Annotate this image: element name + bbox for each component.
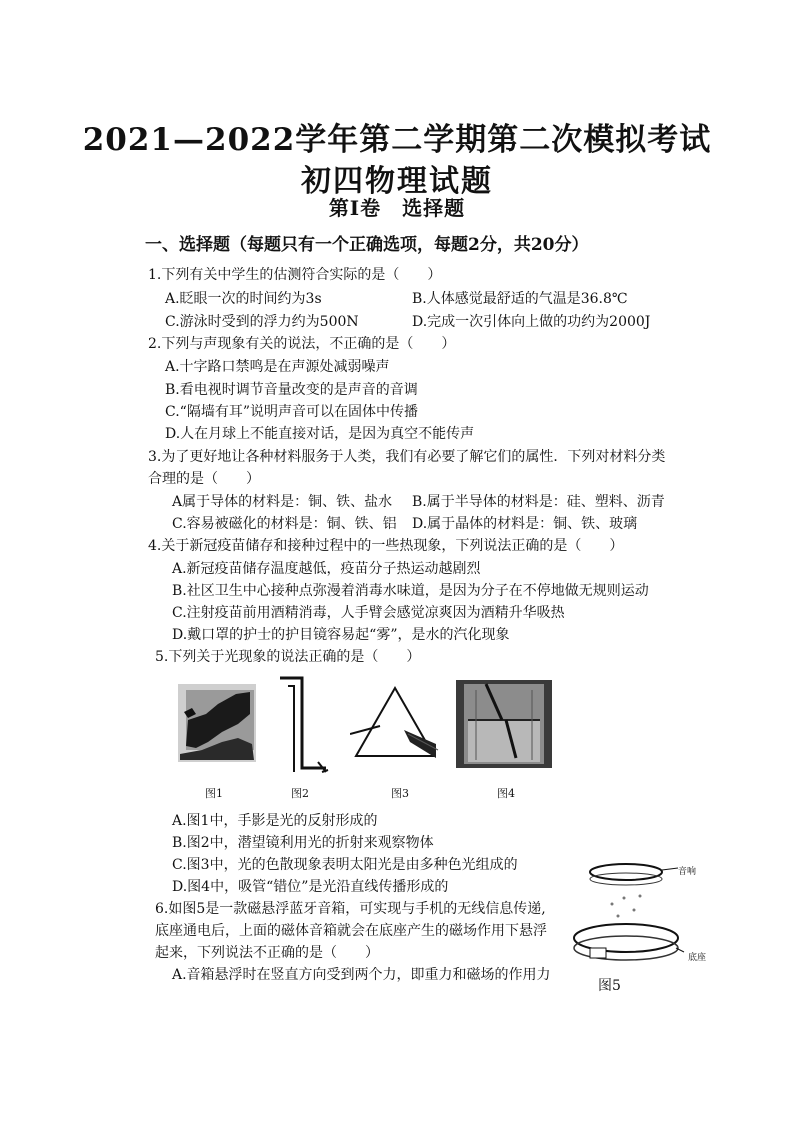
question-3-stem: 3.为了更好地让各种材料服务于人类，我们有必要了解它们的属性．下列对材料分类 — [148, 449, 666, 465]
question-1-option-a: A.眨眼一次的时间约为3s — [165, 291, 322, 307]
base-label: 底座 — [688, 953, 707, 963]
question-2-option-a: A.十字路口禁鸣是在声源处减弱噪声 — [165, 359, 390, 375]
straw-in-water-figure — [456, 680, 552, 768]
question-6-option-a: A.音箱悬浮时在竖直方向受到两个力，即重力和磁场的作用力 — [172, 967, 551, 983]
question-6-stem: 6.如图5是一款磁悬浮蓝牙音箱，可实现与手机的无线信息传递, — [155, 901, 546, 917]
figure-2-caption: 图2 — [291, 787, 309, 800]
question-4-option-d: D.戴口罩的护士的护目镜容易起“雾”，是水的汽化现象 — [172, 627, 510, 643]
figure-3-caption: 图3 — [391, 787, 409, 800]
section-heading: 一、选择题（每题只有一个正确选项，每题2分，共20分） — [145, 235, 589, 255]
question-2-option-c: C.“隔墙有耳”说明声音可以在固体中传播 — [165, 404, 418, 420]
exam-title: 2021—2022学年第二学期第二次模拟考试 — [82, 122, 712, 158]
hand-shadow-figure — [178, 684, 256, 762]
question-1-option-d: D.完成一次引体向上做的功约为2000J — [412, 314, 651, 330]
question-3-option-d: D.属于晶体的材料是：铜、铁、玻璃 — [412, 516, 638, 532]
question-4-stem: 4.关于新冠疫苗储存和接种过程中的一些热现象，下列说法正确的是（ ） — [148, 538, 624, 554]
subject-title: 初四物理试题 — [301, 164, 493, 199]
figure-4-caption: 图4 — [497, 787, 515, 800]
volume-title: 第I卷 选择题 — [328, 196, 466, 220]
question-1-stem: 1.下列有关中学生的估测符合实际的是（ ） — [148, 267, 442, 283]
question-4-option-a: A.新冠疫苗储存温度越低，疫苗分子热运动越剧烈 — [172, 561, 481, 577]
question-2-stem: 2.下列与声现象有关的说法，不正确的是（ ） — [148, 336, 456, 352]
question-4-option-c: C.注射疫苗前用酒精消毒，人手臂会感觉凉爽因为酒精升华吸热 — [172, 605, 565, 621]
question-6-stem-cont-2: 起来，下列说法不正确的是（ ） — [155, 945, 379, 961]
question-3-option-b: B.属于半导体的材料是：硅、塑料、沥青 — [412, 494, 665, 510]
prism-figure — [350, 684, 440, 764]
question-3-option-a: A属于导体的材料是：铜、铁、盐水 — [172, 494, 393, 510]
periscope-figure — [276, 672, 336, 780]
question-1-option-b: B.人体感觉最舒适的气温是36.8℃ — [412, 291, 628, 307]
question-2-option-b: B.看电视时调节音量改变的是声音的音调 — [165, 382, 418, 398]
question-5-option-d: D.图4中，吸管“错位”是光沿直线传播形成的 — [172, 879, 449, 895]
question-3-stem-cont: 合理的是（ ） — [148, 471, 260, 487]
question-5-stem: 5.下列关于光现象的说法正确的是（ ） — [155, 649, 421, 665]
question-5-option-a: A.图1中，手影是光的反射形成的 — [172, 813, 378, 829]
question-5-option-c: C.图3中，光的色散现象表明太阳光是由多种色光组成的 — [172, 857, 518, 873]
question-4-option-b: B.社区卫生中心接种点弥漫着消毒水味道，是因为分子在不停地做无规则运动 — [172, 583, 649, 599]
figure-1-caption: 图1 — [205, 787, 223, 800]
question-6-stem-cont-1: 底座通电后，上面的磁体音箱就会在底座产生的磁场作用下悬浮 — [155, 923, 547, 939]
question-1-option-c: C.游泳时受到的浮力约为500N — [165, 314, 359, 330]
question-3-option-c: C.容易被磁化的材料是：铜、铁、铝 — [172, 516, 397, 532]
maglev-speaker-figure — [566, 852, 686, 972]
figure-5-caption: 图5 — [598, 978, 621, 994]
question-5-option-b: B.图2中，潜望镜利用光的折射来观察物体 — [172, 835, 434, 851]
question-2-option-d: D.人在月球上不能直接对话，是因为真空不能传声 — [165, 426, 475, 442]
speaker-label: 音响 — [678, 867, 697, 877]
